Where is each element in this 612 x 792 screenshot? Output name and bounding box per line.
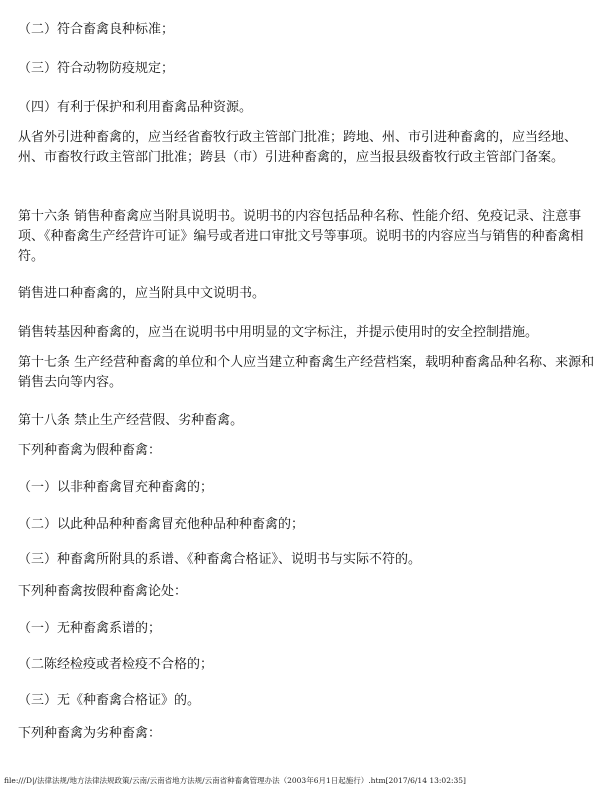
article-16: 第十六条 销售种畜禽应当附具说明书。说明书的内容包括品种名称、性能介绍、免疫记录、注意事项、《种畜禽生产经营许可证》编号或者进口审批文号等事项。说明书的内容应当与销售的种畜禽相符。 (18, 209, 584, 264)
list-item-2: （二）符合畜禽良种标准； (18, 22, 175, 37)
paragraph-import-manual: 销售进口种畜禽的，应当附具中文说明书。 (18, 286, 266, 301)
paragraph-gm-labeling: 销售转基因种畜禽的，应当在说明书中用明显的文字标注，并提示使用时的安全控制措施。 (18, 325, 539, 340)
treated-fake-heading: 下列种畜禽按假种畜禽论处： (18, 584, 188, 599)
inferior-heading: 下列种畜禽为劣种畜禽： (18, 726, 162, 741)
fake-item-3: （三）种畜禽所附具的系谱、《种畜禽合格证》、说明书与实际不符的。 (18, 552, 422, 567)
fake-item-2: （二）以此种品种种畜禽冒充他种品种种畜禽的； (18, 517, 305, 532)
fake-heading: 下列种畜禽为假种畜禽： (18, 443, 162, 458)
treated-fake-item-2: （二陈经检疫或者检疫不合格的； (18, 657, 214, 672)
treated-fake-item-3: （三）无《种畜禽合格证》的。 (18, 693, 201, 708)
fake-item-1: （一）以非种畜禽冒充种畜禽的； (18, 480, 214, 495)
article-17: 第十七条 生产经营种畜禽的单位和个人应当建立种畜禽生产经营档案，载明种畜禽品种名称、来源和销售去向等内容。 (18, 355, 595, 390)
file-path-footer: file:///D|/法律法规/地方法律法规政策/云南/云南省地方法规/云南省种畜禽管理办法（2003年6月1日起施行）.htm[2017/6/14 13:02:35] (4, 776, 466, 785)
treated-fake-item-1: （一）无种畜禽系谱的； (18, 621, 162, 636)
article-18: 第十八条 禁止生产经营假、劣种畜禽。 (18, 413, 244, 428)
list-item-4: （四）有利于保护和利用畜禽品种资源。 (18, 100, 253, 115)
list-item-3: （三）符合动物防疫规定； (18, 61, 175, 76)
paragraph-import-approval: 从省外引进种畜禽的，应当经省畜牧行政主管部门批准；跨地、州、市引进种畜禽的，应当经地、州、市畜牧行政主管部门批准；跨县（市）引进种畜禽的，应当报县级畜牧行政主管部门备案。 (18, 130, 578, 165)
